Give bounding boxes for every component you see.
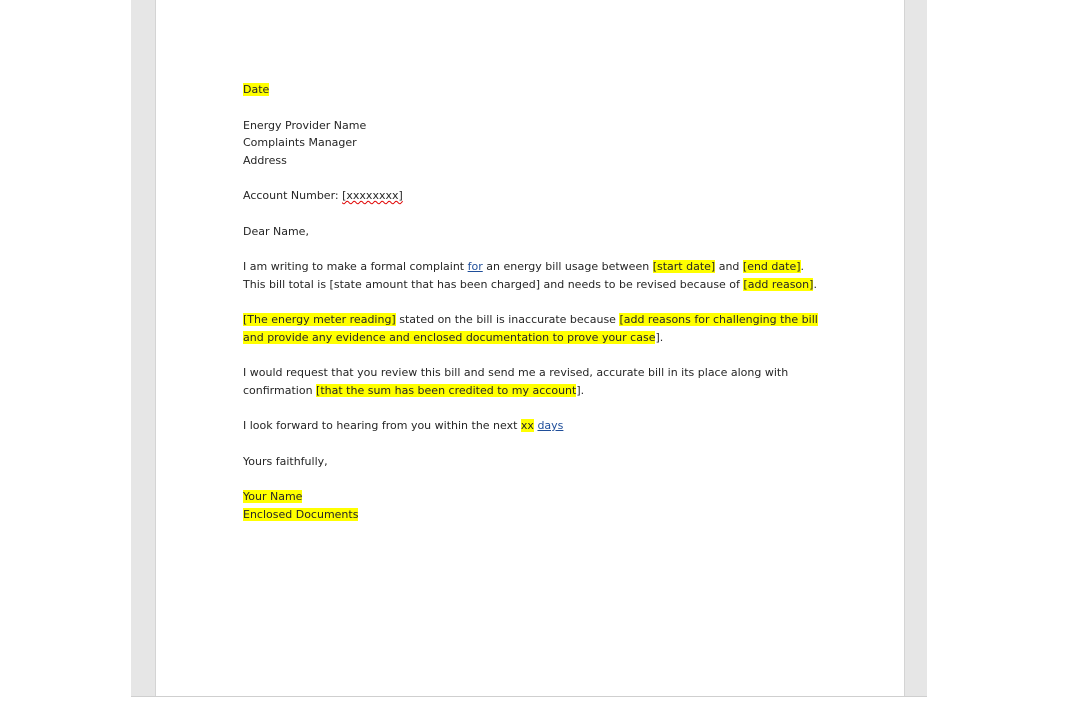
add-reason-placeholder: [add reason] (743, 277, 814, 291)
text-run: ]. (655, 330, 664, 344)
paragraph-1-line-2 (243, 276, 843, 294)
text-run: an energy bill usage between (482, 260, 653, 273)
meter-reading-placeholder: [The energy meter reading] (243, 313, 396, 326)
paragraph-2-line-2 (243, 329, 843, 347)
credited-placeholder: [that the sum has been credited to my account (316, 383, 577, 397)
paragraph-4 (243, 417, 843, 435)
text-run: I am writing to make a formal complaint (243, 260, 468, 273)
page-bottom-edge (131, 696, 927, 697)
paragraph-2-line-1 (243, 311, 843, 329)
paragraph-3-line-1: I would request that you review this bill and send me a revised, accurate bill in its place along with (243, 366, 789, 379)
date-placeholder: Date (243, 83, 270, 96)
text-run: confirmation (243, 383, 317, 397)
account-number-value: [xxxxxxxx] (342, 189, 403, 202)
text-run: This bill total is [state amount that has been charged] and needs to be revised because of (243, 277, 744, 291)
end-date-placeholder: [end date] (742, 260, 801, 273)
document-page[interactable] (155, 0, 905, 697)
recipient-line-3: Address (243, 153, 287, 167)
text-run: ]. (576, 383, 585, 397)
salutation: Dear Name, (243, 224, 309, 238)
text-run: . (813, 277, 817, 291)
text-run: and (715, 260, 743, 273)
xx-placeholder: xx (520, 419, 534, 432)
text-run: . (800, 260, 805, 273)
letter-body[interactable] (243, 81, 843, 523)
paragraph-3-line-2 (243, 382, 843, 400)
closing: Yours faithfully, (243, 454, 328, 468)
account-number-label: Account Number: (243, 189, 343, 202)
text-run: stated on the bill is inaccurate because (395, 313, 620, 326)
reasons-placeholder: [add reasons for challenging the bill (619, 313, 818, 326)
recipient-line-2: Complaints Manager (243, 136, 357, 149)
start-date-placeholder: [start date] (652, 260, 716, 273)
grammar-flag-days[interactable]: days (537, 419, 564, 432)
recipient-line-1: Energy Provider Name (243, 118, 367, 132)
paragraph-1-line-1 (243, 258, 843, 276)
account-number-line (243, 187, 843, 205)
text-run: I look forward to hearing from you within the next (243, 419, 521, 432)
reasons-placeholder-continued: and provide any evidence and enclosed documentation to prove your case (243, 330, 656, 344)
grammar-flag-for[interactable]: for (467, 260, 483, 273)
enclosed-documents-placeholder: Enclosed Documents (243, 507, 359, 521)
your-name-placeholder: Your Name (243, 490, 303, 503)
